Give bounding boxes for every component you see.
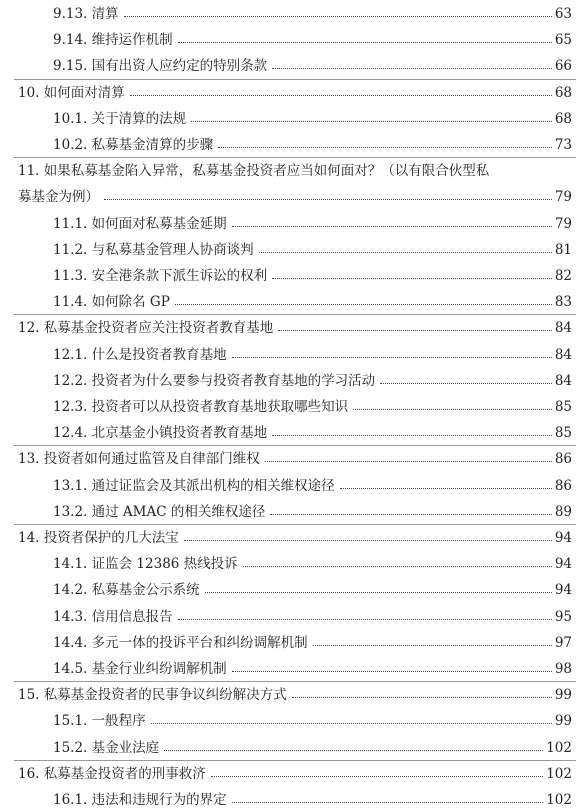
chapter-divider [14,445,576,446]
toc-line[interactable] [53,264,572,284]
chapter-divider [14,681,576,682]
page-number[interactable]: 99 [554,687,572,704]
toc-line[interactable] [53,736,572,756]
dot-leader [184,540,552,541]
toc-line[interactable] [53,788,572,808]
toc-title[interactable]: 10.2. 私募基金清算的步骤 [53,137,214,153]
page-number[interactable]: 85 [554,399,572,415]
page-number[interactable]: 79 [554,215,572,232]
toc-title[interactable]: 16. 私募基金投资者的刑事救济 [18,765,206,782]
page-number[interactable]: 94 [554,530,572,546]
toc-line[interactable] [53,28,572,48]
toc-line[interactable] [53,133,572,153]
toc-line[interactable] [53,421,572,441]
toc-title[interactable]: 12.4. 北京基金小镇投资者教育基地 [53,425,268,442]
toc-line[interactable] [53,605,572,625]
page-number[interactable]: 85 [554,425,572,442]
dot-leader [232,802,544,803]
toc-title[interactable]: 12.2. 投资者为什么要参与投资者教育基地的学习活动 [53,372,376,389]
toc-line[interactable] [53,474,572,494]
toc-line[interactable] [53,657,572,677]
page-number[interactable]: 84 [554,346,572,363]
page-number[interactable]: 66 [554,58,572,75]
chapter-divider [14,314,576,315]
toc-title[interactable]: 10. 如何面对清算 [18,84,125,101]
chapter-divider [14,524,576,525]
toc-line[interactable] [53,54,572,74]
dot-leader [265,461,552,462]
chapter-divider [14,760,576,761]
dot-leader [272,435,552,436]
toc-title[interactable]: 15.1. 一般程序 [53,713,146,730]
toc-title[interactable]: 15.2. 基金业法庭 [53,739,160,756]
toc-line[interactable] [18,762,572,782]
dot-leader [218,147,552,148]
page-number[interactable]: 94 [554,556,572,573]
toc-title[interactable]: 9.14. 维持运作机制 [53,32,173,49]
page-number[interactable]: 102 [546,739,572,756]
toc-title[interactable]: 11.2. 与私募基金管理人协商谈判 [53,241,254,258]
toc-line[interactable] [53,2,572,22]
page-number[interactable]: 68 [554,110,572,127]
toc-title[interactable]: 13.2. 通过 AMAC 的相关维权途径 [53,503,266,520]
page-number[interactable]: 65 [554,32,572,49]
dot-leader [232,357,552,358]
dot-leader [380,383,552,384]
toc-line[interactable] [18,526,572,546]
dot-leader [243,566,552,567]
toc-line[interactable] [53,343,572,363]
toc-title[interactable]: 14.3. 信用信息报告 [53,608,173,625]
toc-line[interactable] [53,552,572,572]
dot-leader [211,776,543,777]
toc-line[interactable] [53,578,572,598]
dot-leader [232,671,552,672]
dot-leader [178,619,552,620]
dot-leader [164,750,543,751]
dot-leader [205,592,552,593]
dot-leader [178,42,552,43]
toc-title[interactable]: 14.4. 多元一体的投诉平台和纠纷调解机制 [53,634,308,651]
dot-leader [191,121,552,122]
page-number[interactable]: 86 [554,477,572,494]
toc-line[interactable] [53,709,572,729]
dot-leader [151,723,552,724]
page-number[interactable]: 63 [554,6,572,22]
toc-title[interactable]: 9.15. 国有出资人应约定的特别条款 [53,58,268,75]
page-number[interactable]: 81 [554,241,572,258]
page-number[interactable]: 68 [554,84,572,101]
dot-leader [353,409,552,410]
page-number[interactable]: 86 [554,451,572,468]
toc-line[interactable] [18,447,572,467]
page-number[interactable]: 82 [554,268,572,284]
toc-line[interactable] [53,631,572,651]
toc-title[interactable]: 14. 投资者保护的几大法宝 [18,530,179,546]
toc-title[interactable]: 11.1. 如何面对私募基金延期 [53,215,227,232]
page-number[interactable]: 102 [546,792,572,808]
dot-leader [270,514,551,515]
page-number[interactable]: 84 [554,372,572,389]
page-number[interactable]: 97 [554,634,572,651]
toc-line[interactable] [18,316,572,336]
dot-leader [232,226,552,227]
dot-leader [278,330,552,331]
toc-title[interactable]: 12. 私募基金投资者应关注投资者教育基地 [18,320,274,337]
page-number[interactable]: 95 [554,608,572,625]
toc-line[interactable] [18,683,572,703]
dot-leader [313,645,552,646]
toc-line[interactable] [53,212,572,232]
dot-leader [340,488,552,489]
page-number[interactable]: 102 [546,765,572,782]
page-number[interactable]: 89 [554,503,572,520]
dot-leader [124,16,552,17]
toc-title[interactable]: 12.1. 什么是投资者教育基地 [53,346,227,363]
page-number[interactable]: 79 [554,189,572,206]
toc-title[interactable]: 14.2. 私募基金公示系统 [53,582,200,599]
toc-title[interactable]: 16.1. 违法和违规行为的界定 [53,792,227,808]
toc-line[interactable] [53,500,572,520]
toc-title[interactable]: 11. 如果私募基金陷入异常，私募基金投资者应当如何面对？（以有限合伙型私 [18,163,490,180]
dot-leader [259,252,552,253]
toc-line[interactable] [18,81,572,101]
chapter-divider [14,157,576,158]
dot-leader [272,68,552,69]
toc-title[interactable]: 11.4. 如何除名 GP [53,294,170,311]
toc-line[interactable] [53,107,572,127]
toc-title-continuation[interactable]: 募基金为例） [18,189,99,206]
dot-leader [104,199,552,200]
toc-title[interactable]: 13. 投资者如何通过监管及自律部门维权 [18,451,260,468]
chapter-divider [14,79,576,80]
page-number[interactable]: 99 [554,713,572,730]
toc-title[interactable]: 15. 私募基金投资者的民事争议纠纷解决方式 [18,687,287,704]
page-number[interactable]: 73 [554,137,572,153]
toc-line[interactable] [53,369,572,389]
toc-title[interactable]: 9.13. 清算 [53,6,119,22]
toc-title[interactable]: 12.3. 投资者可以从投资者教育基地获取哪些知识 [53,399,349,415]
toc-title[interactable]: 13.1. 通过证监会及其派出机构的相关维权途径 [53,477,335,494]
toc-title[interactable]: 14.5. 基金行业纠纷调解机制 [53,661,227,677]
toc-line[interactable] [53,395,572,415]
toc-line[interactable] [53,238,572,258]
toc-title[interactable]: 14.1. 证监会 12386 热线投诉 [53,556,238,573]
dot-leader [272,278,552,279]
page-number[interactable]: 98 [554,661,572,677]
toc-line[interactable] [53,290,572,310]
dot-leader [292,697,552,698]
toc-title[interactable]: 10.1. 关于清算的法规 [53,110,187,127]
page-number[interactable]: 84 [554,320,572,337]
dot-leader [175,304,552,305]
dot-leader [130,95,552,96]
page-number[interactable]: 94 [554,582,572,599]
page-number[interactable]: 83 [554,294,572,311]
toc-title[interactable]: 11.3. 安全港条款下派生诉讼的权利 [53,268,268,284]
toc-line[interactable] [18,185,572,205]
